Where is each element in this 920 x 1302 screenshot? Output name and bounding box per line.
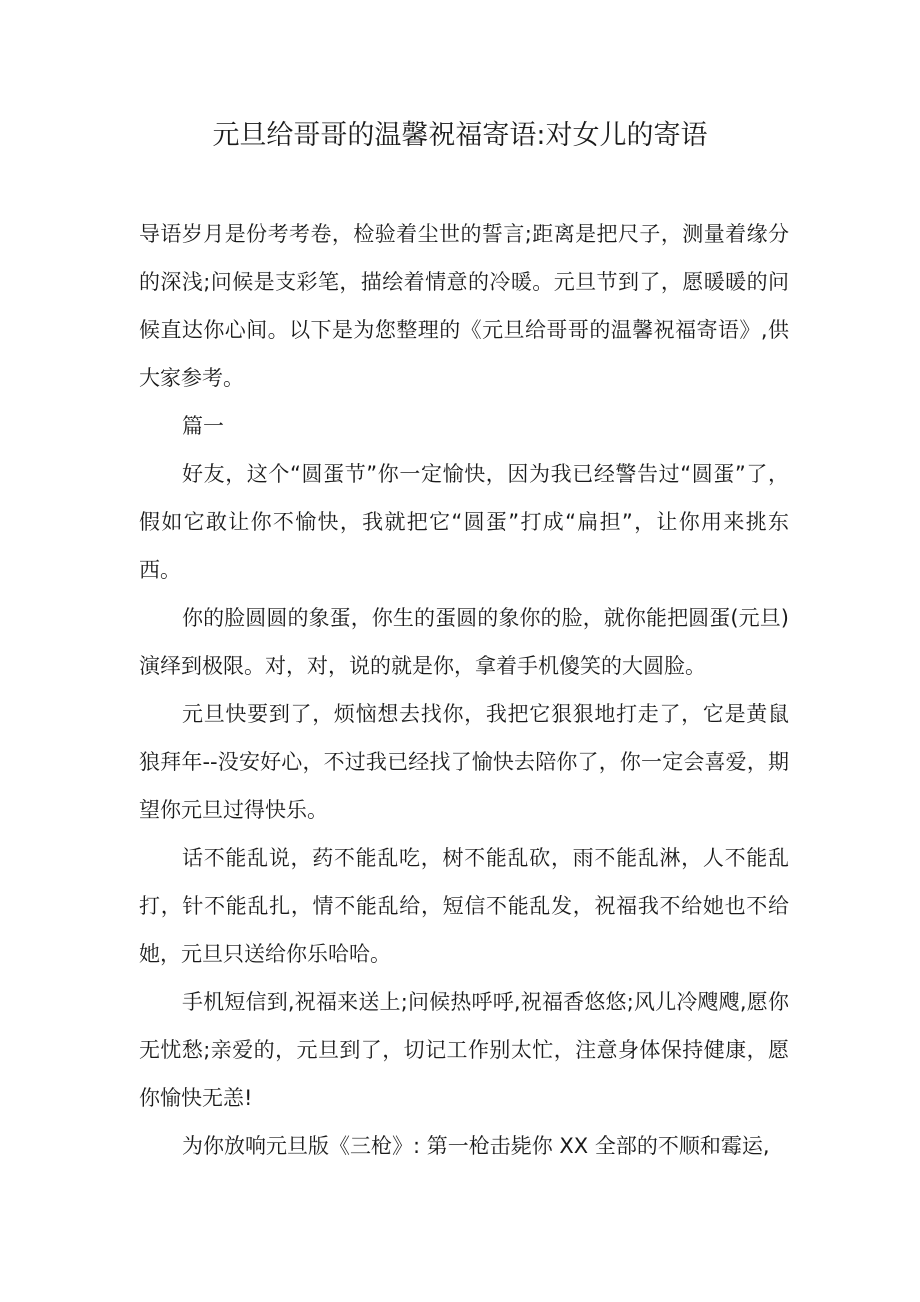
body-paragraph: 为你放响元旦版《三枪》: 第一枪击毙你 XX 全部的不顺和霉运, [182,1134,770,1158]
document-body [139,210,789,1170]
body-paragraph: 元旦快要到了，烦恼想去找你，我把它狠狠地打走了，它是黄鼠狼拜年--没安好心，不过我已经找了愉快去陪你了，你一定会喜爱，期望你元旦过得快乐。 [139,702,789,822]
document-title: 元旦给哥哥的温馨祝福寄语:对女儿的寄语 [212,120,708,151]
body-paragraph: 手机短信到,祝福来送上;问候热呼呼,祝福香悠悠;风儿冷飕飕,愿你无忧愁;亲爱的，元旦到了，切记工作别太忙，注意身体保持健康，愿你愉快无恙! [139,990,789,1110]
body-paragraph: 你的脸圆圆的象蛋，你生的蛋圆的象你的脸，就你能把圆蛋(元旦)演绎到极限。对，对，说的就是你，拿着手机傻笑的大圆脸。 [139,606,789,678]
section-heading: 篇一 [182,414,224,438]
body-paragraph: 话不能乱说，药不能乱吃，树不能乱砍，雨不能乱淋，人不能乱打，针不能乱扎，情不能乱给，短信不能乱发，祝福我不给她也不给她，元旦只送给你乐哈哈。 [139,846,789,966]
body-paragraph: 好友，这个“圆蛋节”你一定愉快，因为我已经警告过“圆蛋”了，假如它敢让你不愉快，我就把它“圆蛋”打成“扁担”，让你用来挑东西。 [139,462,789,582]
intro-paragraph: 导语岁月是份考考卷，检验着尘世的誓言;距离是把尺子，测量着缘分的深浅;问候是支彩笔，描绘着情意的冷暖。元旦节到了，愿暖暖的问候直达你心间。以下是为您整理的《元旦给哥哥的温馨祝福寄语》,供大家参考。 [139,222,789,390]
